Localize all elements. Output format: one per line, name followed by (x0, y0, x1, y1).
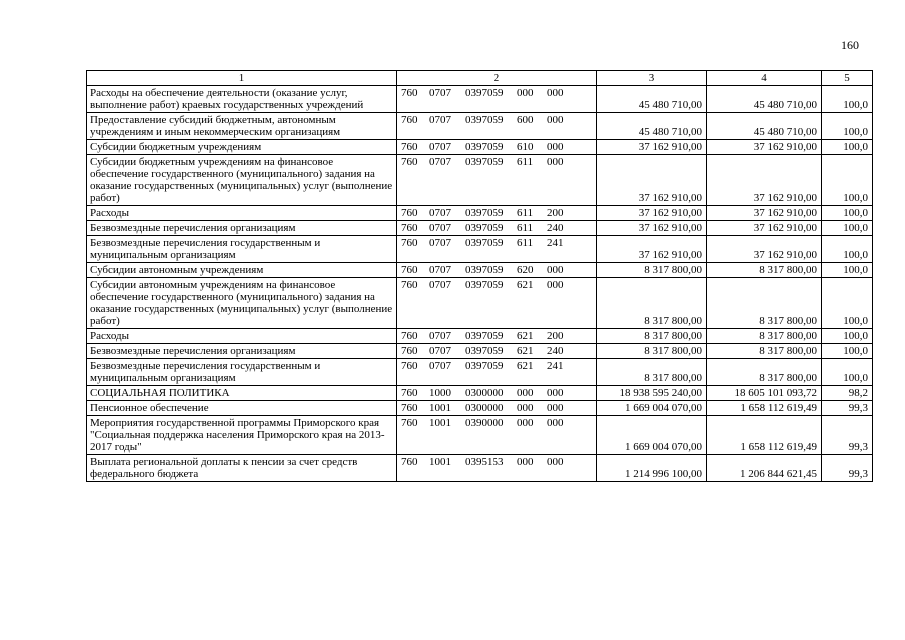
row-name: Выплата региональной доплаты к пенсии за счет средств федерального бюджета (87, 455, 397, 482)
section-code: 0707 (429, 360, 451, 372)
row-col3: 1 669 004 070,00 (597, 416, 707, 455)
row-col4: 37 162 910,00 (707, 236, 822, 263)
table-row (87, 386, 873, 401)
header-col-4: 4 (707, 71, 822, 86)
table-row (87, 455, 873, 482)
target-article-code: 0397059 (465, 360, 504, 372)
row-col4: 8 317 800,00 (707, 263, 822, 278)
table-row (87, 206, 873, 221)
row-col5: 100,0 (822, 155, 873, 206)
target-article-code: 0397059 (465, 279, 504, 291)
row-col5: 100,0 (822, 206, 873, 221)
row-col5: 99,3 (822, 455, 873, 482)
header-col-3: 3 (597, 71, 707, 86)
row-col5: 100,0 (822, 140, 873, 155)
row-col4: 37 162 910,00 (707, 206, 822, 221)
row-col5: 100,0 (822, 329, 873, 344)
expense-type-code: 000 (517, 417, 534, 429)
expense-type-code: 621 (517, 345, 534, 357)
row-col4: 37 162 910,00 (707, 140, 822, 155)
admin-code: 760 (401, 156, 418, 168)
row-col5: 100,0 (822, 236, 873, 263)
table-row (87, 344, 873, 359)
row-name: Пенсионное обеспечение (87, 401, 397, 416)
row-col5: 99,3 (822, 401, 873, 416)
row-col3: 37 162 910,00 (597, 206, 707, 221)
table-row (87, 359, 873, 386)
kosgu-code: 000 (547, 141, 564, 153)
row-col5: 100,0 (822, 278, 873, 329)
row-col5: 100,0 (822, 113, 873, 140)
row-col5: 100,0 (822, 263, 873, 278)
row-codes (397, 86, 597, 113)
admin-code: 760 (401, 456, 418, 468)
kosgu-code: 200 (547, 330, 564, 342)
row-codes (397, 221, 597, 236)
kosgu-code: 241 (547, 360, 564, 372)
row-name: Безвозмездные перечисления организациям (87, 221, 397, 236)
kosgu-code: 000 (547, 402, 564, 414)
table-row (87, 113, 873, 140)
section-code: 1001 (429, 402, 451, 414)
table-row (87, 329, 873, 344)
section-code: 0707 (429, 279, 451, 291)
section-code: 0707 (429, 156, 451, 168)
row-col3: 45 480 710,00 (597, 113, 707, 140)
row-col4: 1 206 844 621,45 (707, 455, 822, 482)
row-name: Безвозмездные перечисления государственным и муниципальным организациям (87, 236, 397, 263)
section-code: 0707 (429, 264, 451, 276)
admin-code: 760 (401, 402, 418, 414)
row-name: СОЦИАЛЬНАЯ ПОЛИТИКА (87, 386, 397, 401)
admin-code: 760 (401, 141, 418, 153)
row-name: Мероприятия государственной программы Приморского края "Социальная поддержка населения Приморского края на 2013-2017 годы" (87, 416, 397, 455)
row-col3: 8 317 800,00 (597, 344, 707, 359)
table-row (87, 263, 873, 278)
row-col3: 8 317 800,00 (597, 278, 707, 329)
row-col4: 37 162 910,00 (707, 221, 822, 236)
budget-table (86, 70, 873, 482)
section-code: 0707 (429, 345, 451, 357)
section-code: 1000 (429, 387, 451, 399)
page-number: 160 (841, 38, 859, 52)
row-col4: 18 605 101 093,72 (707, 386, 822, 401)
admin-code: 760 (401, 360, 418, 372)
row-name: Безвозмездные перечисления государственным и муниципальным организациям (87, 359, 397, 386)
section-code: 0707 (429, 141, 451, 153)
kosgu-code: 000 (547, 156, 564, 168)
row-col3: 8 317 800,00 (597, 263, 707, 278)
header-col-2: 2 (397, 71, 597, 86)
row-name: Субсидии бюджетным учреждениям на финансовое обеспечение государственного (муниципального) задания на оказание государственных (муниципальных) услуг (выполнение работ) (87, 155, 397, 206)
target-article-code: 0397059 (465, 156, 504, 168)
row-codes (397, 140, 597, 155)
row-name: Субсидии автономным учреждениям на финансовое обеспечение государственного (муниципального) задания на оказание государственных (муниципальных) услуг (выполнение работ) (87, 278, 397, 329)
row-col5: 99,3 (822, 416, 873, 455)
target-article-code: 0397059 (465, 222, 504, 234)
section-code: 0707 (429, 207, 451, 219)
row-col4: 37 162 910,00 (707, 155, 822, 206)
row-codes (397, 329, 597, 344)
kosgu-code: 000 (547, 456, 564, 468)
admin-code: 760 (401, 264, 418, 276)
row-name: Расходы на обеспечение деятельности (оказание услуг, выполнение работ) краевых государственных учреждений (87, 86, 397, 113)
row-col3: 1 214 996 100,00 (597, 455, 707, 482)
table-row (87, 221, 873, 236)
row-codes (397, 113, 597, 140)
admin-code: 760 (401, 207, 418, 219)
expense-type-code: 610 (517, 141, 534, 153)
target-article-code: 0397059 (465, 264, 504, 276)
table-row (87, 401, 873, 416)
row-col3: 18 938 595 240,00 (597, 386, 707, 401)
row-codes (397, 416, 597, 455)
admin-code: 760 (401, 87, 418, 99)
admin-code: 760 (401, 222, 418, 234)
table-row (87, 155, 873, 206)
row-col3: 37 162 910,00 (597, 236, 707, 263)
kosgu-code: 000 (547, 114, 564, 126)
admin-code: 760 (401, 387, 418, 399)
row-codes (397, 455, 597, 482)
target-article-code: 0395153 (465, 456, 504, 468)
expense-type-code: 611 (517, 207, 534, 219)
expense-type-code: 000 (517, 87, 534, 99)
table-row (87, 278, 873, 329)
row-codes (397, 401, 597, 416)
row-col3: 1 669 004 070,00 (597, 401, 707, 416)
row-col5: 100,0 (822, 344, 873, 359)
target-article-code: 0397059 (465, 330, 504, 342)
row-col3: 37 162 910,00 (597, 221, 707, 236)
row-col4: 8 317 800,00 (707, 344, 822, 359)
row-codes (397, 236, 597, 263)
target-article-code: 0397059 (465, 237, 504, 249)
section-code: 0707 (429, 87, 451, 99)
row-col5: 100,0 (822, 359, 873, 386)
row-codes (397, 386, 597, 401)
row-col5: 100,0 (822, 86, 873, 113)
row-codes (397, 359, 597, 386)
row-codes (397, 155, 597, 206)
section-code: 0707 (429, 237, 451, 249)
table-row (87, 416, 873, 455)
row-col4: 8 317 800,00 (707, 329, 822, 344)
row-codes (397, 344, 597, 359)
kosgu-code: 000 (547, 87, 564, 99)
section-code: 0707 (429, 222, 451, 234)
expense-type-code: 620 (517, 264, 534, 276)
kosgu-code: 200 (547, 207, 564, 219)
expense-type-code: 000 (517, 387, 534, 399)
header-row (87, 71, 873, 86)
target-article-code: 0397059 (465, 87, 504, 99)
kosgu-code: 240 (547, 222, 564, 234)
kosgu-code: 000 (547, 279, 564, 291)
row-col3: 45 480 710,00 (597, 86, 707, 113)
admin-code: 760 (401, 345, 418, 357)
section-code: 0707 (429, 330, 451, 342)
admin-code: 760 (401, 279, 418, 291)
row-name: Расходы (87, 206, 397, 221)
kosgu-code: 241 (547, 237, 564, 249)
row-col4: 1 658 112 619,49 (707, 416, 822, 455)
target-article-code: 0397059 (465, 207, 504, 219)
row-col4: 45 480 710,00 (707, 113, 822, 140)
expense-type-code: 600 (517, 114, 534, 126)
row-col4: 45 480 710,00 (707, 86, 822, 113)
expense-type-code: 611 (517, 222, 534, 234)
section-code: 1001 (429, 417, 451, 429)
row-name: Субсидии автономным учреждениям (87, 263, 397, 278)
admin-code: 760 (401, 417, 418, 429)
row-col4: 1 658 112 619,49 (707, 401, 822, 416)
row-codes (397, 263, 597, 278)
section-code: 0707 (429, 114, 451, 126)
kosgu-code: 000 (547, 264, 564, 276)
expense-type-code: 000 (517, 402, 534, 414)
table-row (87, 86, 873, 113)
row-col4: 8 317 800,00 (707, 278, 822, 329)
section-code: 1001 (429, 456, 451, 468)
target-article-code: 0397059 (465, 141, 504, 153)
row-col3: 37 162 910,00 (597, 140, 707, 155)
row-col4: 8 317 800,00 (707, 359, 822, 386)
admin-code: 760 (401, 237, 418, 249)
row-col3: 37 162 910,00 (597, 155, 707, 206)
expense-type-code: 621 (517, 330, 534, 342)
target-article-code: 0397059 (465, 345, 504, 357)
target-article-code: 0300000 (465, 402, 504, 414)
expense-type-code: 621 (517, 279, 534, 291)
target-article-code: 0300000 (465, 387, 504, 399)
row-codes (397, 278, 597, 329)
table-row (87, 236, 873, 263)
kosgu-code: 240 (547, 345, 564, 357)
expense-type-code: 621 (517, 360, 534, 372)
table-row (87, 140, 873, 155)
expense-type-code: 611 (517, 156, 534, 168)
kosgu-code: 000 (547, 387, 564, 399)
header-col-1: 1 (87, 71, 397, 86)
row-codes (397, 206, 597, 221)
expense-type-code: 611 (517, 237, 534, 249)
row-col5: 98,2 (822, 386, 873, 401)
row-name: Предоставление субсидий бюджетным, автономным учреждениям и иным некоммерческим организациям (87, 113, 397, 140)
row-col3: 8 317 800,00 (597, 359, 707, 386)
admin-code: 760 (401, 330, 418, 342)
target-article-code: 0397059 (465, 114, 504, 126)
row-name: Безвозмездные перечисления организациям (87, 344, 397, 359)
admin-code: 760 (401, 114, 418, 126)
row-col5: 100,0 (822, 221, 873, 236)
expense-type-code: 000 (517, 456, 534, 468)
table-body (87, 86, 873, 482)
row-col3: 8 317 800,00 (597, 329, 707, 344)
header-col-5: 5 (822, 71, 873, 86)
kosgu-code: 000 (547, 417, 564, 429)
target-article-code: 0390000 (465, 417, 504, 429)
row-name: Расходы (87, 329, 397, 344)
row-name: Субсидии бюджетным учреждениям (87, 140, 397, 155)
